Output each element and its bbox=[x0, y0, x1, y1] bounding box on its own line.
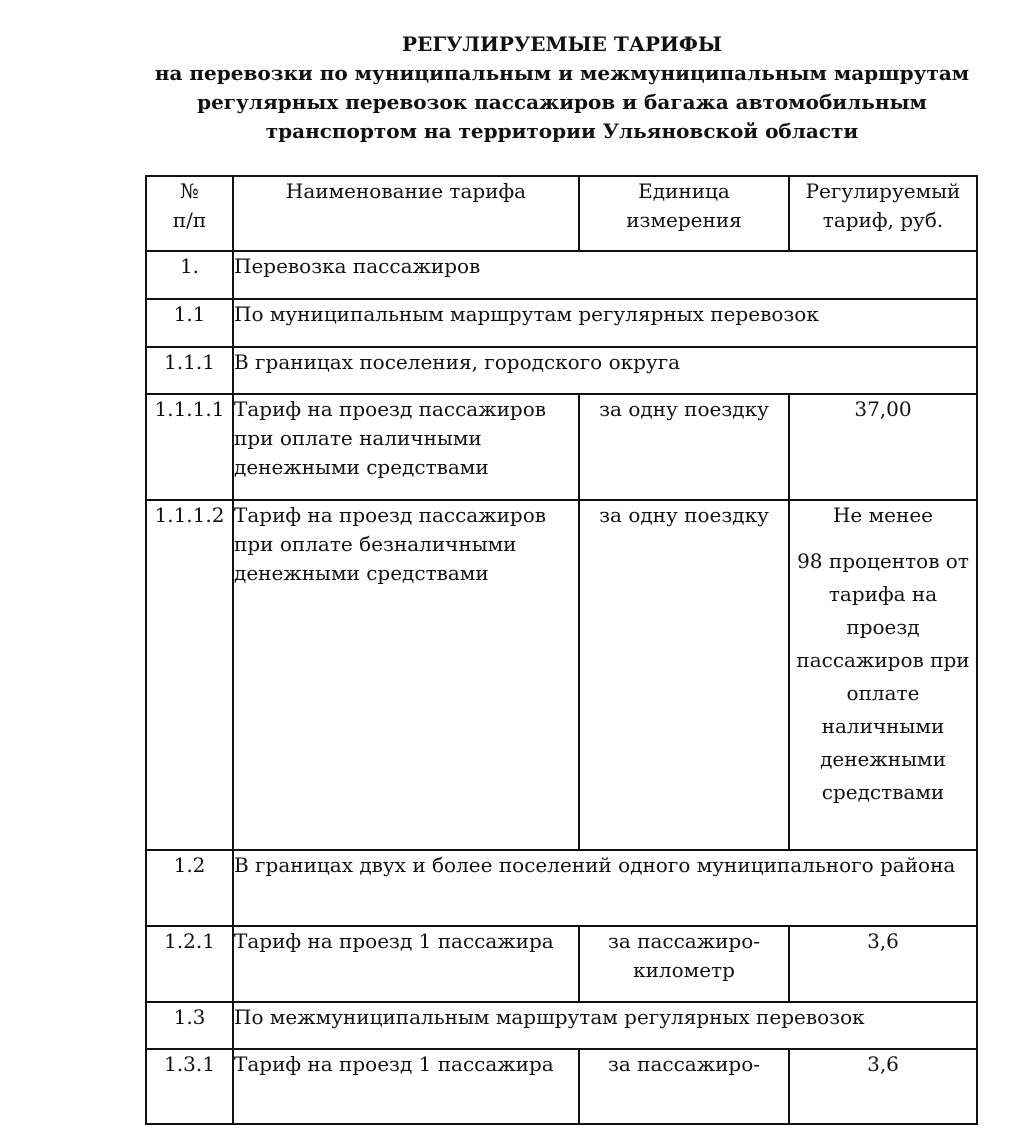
header-unit-line: Единица bbox=[638, 179, 730, 203]
title-line: на перевозки по муниципальным и межмуниципальным маршрутам bbox=[154, 61, 970, 85]
row-number: 1.1.1.2 bbox=[146, 500, 233, 850]
header-unit-line: измерения bbox=[626, 208, 742, 232]
header-rate-line: Регулируемый bbox=[805, 179, 961, 203]
row-number: 1.2 bbox=[146, 850, 233, 926]
row-section-title: По межмуниципальным маршрутам регулярных перевозок bbox=[233, 1002, 977, 1049]
tariff-table bbox=[145, 175, 978, 1125]
row-tariff-name: Тариф на проезд пассажиров при оплате безналичными денежными средствами bbox=[233, 500, 579, 850]
document-title bbox=[100, 30, 1024, 146]
row-tariff-name: Тариф на проезд 1 пассажира bbox=[233, 926, 579, 1002]
header-rate-line: тариф, руб. bbox=[822, 208, 944, 232]
row-number: 1.3.1 bbox=[146, 1049, 233, 1124]
row-number: 1.1 bbox=[146, 299, 233, 347]
header-number bbox=[146, 176, 233, 251]
table-row bbox=[146, 500, 977, 850]
header-number-line: № bbox=[180, 179, 199, 203]
row-rate: 3,6 bbox=[789, 1049, 977, 1124]
header-unit bbox=[579, 176, 789, 251]
table-row bbox=[146, 850, 977, 926]
row-unit: за одну поездку bbox=[579, 500, 789, 850]
table-header-row bbox=[146, 176, 977, 251]
table-row bbox=[146, 1002, 977, 1049]
table-row bbox=[146, 926, 977, 1002]
header-number-line: п/п bbox=[172, 208, 207, 232]
title-line: РЕГУЛИРУЕМЫЕ ТАРИФЫ bbox=[402, 32, 722, 56]
row-tariff-name: Тариф на проезд пассажиров при оплате наличными денежными средствами bbox=[233, 394, 579, 500]
row-unit: за пассажиро- bbox=[579, 1049, 789, 1124]
row-tariff-name: Тариф на проезд 1 пассажира bbox=[233, 1049, 579, 1124]
table-row bbox=[146, 394, 977, 500]
row-number: 1.1.1 bbox=[146, 347, 233, 394]
row-section-title: По муниципальным маршрутам регулярных перевозок bbox=[233, 299, 977, 347]
row-number: 1. bbox=[146, 251, 233, 299]
row-number: 1.2.1 bbox=[146, 926, 233, 1002]
header-rate bbox=[789, 176, 977, 251]
row-rate: 3,6 bbox=[789, 926, 977, 1002]
row-number: 1.3 bbox=[146, 1002, 233, 1049]
row-rate-description: 98 процентов от тарифа на проезд пассажиров при оплате наличными денежными средствами bbox=[796, 549, 970, 804]
title-line: регулярных перевозок пассажиров и багажа автомобильным bbox=[197, 90, 927, 114]
table-row bbox=[146, 1049, 977, 1124]
table-row bbox=[146, 299, 977, 347]
row-section-title: В границах поселения, городского округа bbox=[233, 347, 977, 394]
row-rate: 37,00 bbox=[789, 394, 977, 500]
row-section-title: В границах двух и более поселений одного муниципального района bbox=[233, 850, 977, 926]
row-number: 1.1.1.1 bbox=[146, 394, 233, 500]
table-row bbox=[146, 251, 977, 299]
table-row bbox=[146, 347, 977, 394]
row-rate-qualifier: Не менее bbox=[832, 503, 934, 527]
row-section-title: Перевозка пассажиров bbox=[233, 251, 977, 299]
row-unit: за пассажиро-километр bbox=[579, 926, 789, 1002]
title-line: транспортом на территории Ульяновской области bbox=[265, 119, 859, 143]
header-name: Наименование тарифа bbox=[233, 176, 579, 251]
row-rate bbox=[789, 500, 977, 850]
row-unit: за одну поездку bbox=[579, 394, 789, 500]
